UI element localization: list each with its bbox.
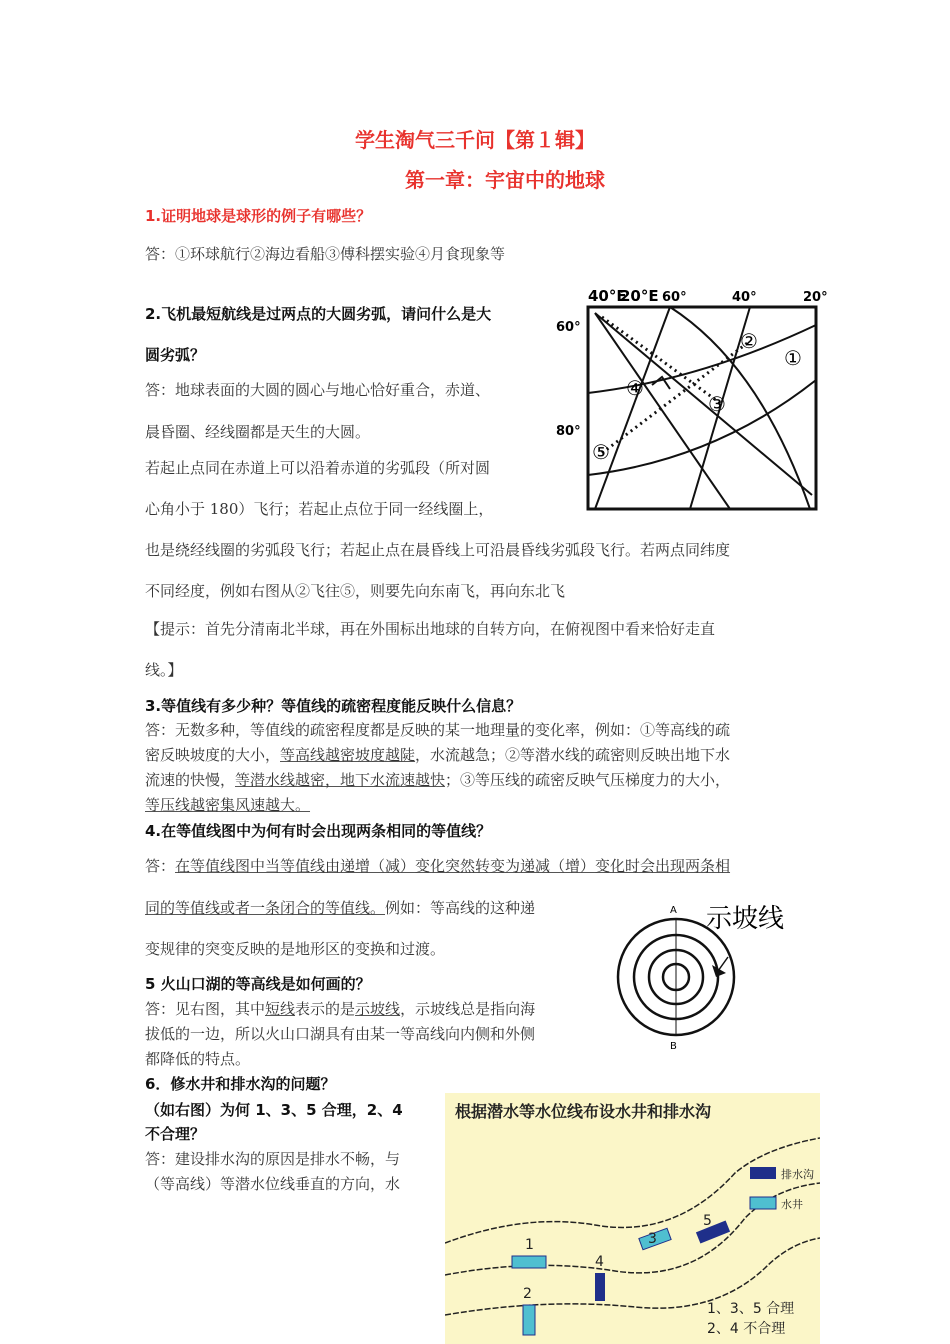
legend-well-label: 水井 <box>781 1198 803 1211</box>
q2-answer-line5: 也是绕经线圈的劣弧段飞行；若起止点在晨昏线上可沿晨昏线劣弧段飞行。若两点同纬度 <box>145 541 731 559</box>
q6-question: 6．修水井和排水沟的问题？ <box>145 1075 336 1093</box>
label-60: 60° <box>662 290 687 305</box>
q5-question: 5 火山口湖的等高线是如何画的？ <box>145 975 371 993</box>
chapter-title: 第一章：宇宙中的地球 <box>405 168 605 192</box>
point-5: ⑤ <box>592 440 610 464</box>
great-circle-map-figure <box>550 285 845 515</box>
slope-mark <box>712 965 726 977</box>
q5-answer-line3: 都降低的特点。 <box>145 1050 251 1068</box>
item-5-label: 5 <box>703 1213 712 1229</box>
document-title: 学生淘气三千问【第１辑】 <box>355 128 595 152</box>
well-ditch-figure <box>445 1093 820 1344</box>
q3-underline-2: 等潜水线越密，地下水流速越快 <box>235 771 446 789</box>
q3-underline-1: 等高线越密坡度越陡 <box>280 746 416 764</box>
label-a: A <box>670 905 677 916</box>
reasonable-label: 1、3、5 合理 <box>707 1301 795 1317</box>
q2-answer-line2: 晨昏圈、经线圈都是天生的大圆。 <box>145 423 371 441</box>
q3-text: ，水流越急；②等潜水线的疏密则反映出地下水 <box>415 746 731 764</box>
q5-underline-1: 短线 <box>265 1000 296 1018</box>
q4-underline-2: 同的等值线或者一条闭合的等值线。 <box>145 899 386 917</box>
q2-hint-line1: 【提示：首先分清南北半球，再在外围标出地球的自转方向，在俯视图中看来恰好走直 <box>145 620 716 638</box>
item-2-well <box>523 1305 535 1335</box>
q4-text: 答： <box>145 857 176 875</box>
item-3-label: 3 <box>648 1231 657 1247</box>
q1-question: 1.证明地球是球形的例子有哪些？ <box>145 207 372 225</box>
label-b: B <box>670 1041 677 1052</box>
q3-answer-line3 <box>145 768 730 792</box>
unreasonable-label: 2、4 不合理 <box>707 1321 786 1337</box>
q6-question-line2: （如右图）为何 1、3、5 合理，2、4 <box>145 1101 403 1119</box>
q2-answer-line6: 不同经度，例如右图从②飞往⑤，则要先向东南飞，再向东北飞 <box>145 582 566 600</box>
map-frame <box>588 307 816 509</box>
label-40e: 40°E <box>588 287 627 305</box>
q3-answer-line2 <box>145 743 730 767</box>
q3-answer-line1: 答：无数多种，等值线的疏密程度都是反映的某一地理量的变化率，例如：①等高线的疏 <box>145 721 731 739</box>
item-4-label: 4 <box>595 1254 604 1270</box>
q6-question-line3: 不合理？ <box>145 1125 206 1143</box>
item-1-label: 1 <box>525 1237 534 1253</box>
q3-answer-line4: 等压线越密集风速越大。 <box>145 796 311 814</box>
point-2: ② <box>740 329 758 353</box>
q4-answer-line3: 变规律的突变反映的是地形区的变换和过渡。 <box>145 940 446 958</box>
q6-answer-line1: 答：建设排水沟的原因是排水不畅，与 <box>145 1150 401 1168</box>
q4-question: 4.在等值线图中为何有时会出现两条相同的等值线？ <box>145 822 492 840</box>
q5-text: 表示的是 <box>295 1000 356 1018</box>
item-4-ditch <box>595 1273 605 1301</box>
q5-answer-line1 <box>145 997 535 1021</box>
q2-question-line1: 2.飞机最短航线是过两点的大圆劣弧，请问什么是大 <box>145 305 492 323</box>
point-4: ④ <box>626 376 644 400</box>
q2-answer-line1: 答：地球表面的大圆的圆心与地心恰好重合，赤道、 <box>145 381 491 399</box>
legend-ditch-label: 排水沟 <box>781 1168 814 1181</box>
q3-text: 流速的快慢， <box>145 771 236 789</box>
q3-text: 密反映坡度的大小， <box>145 746 281 764</box>
label-20e: 20°E <box>620 287 659 305</box>
label-40: 40° <box>732 290 757 305</box>
q3-question: 3.等值线有多少种？等值线的疏密程度能反映什么信息？ <box>145 697 522 715</box>
label-lat-60: 60° <box>556 320 581 335</box>
q2-answer-line3: 若起止点同在赤道上可以沿着赤道的劣弧段（所对圆 <box>145 459 491 477</box>
figure-title: 根据潜水等水位线布设水井和排水沟 <box>455 1102 712 1121</box>
q1-answer: 答：①环球航行②海边看船③傅科摆实验④月食现象等 <box>145 245 506 263</box>
q4-text: 例如：等高线的这种递 <box>385 899 536 917</box>
q4-underline-1: 在等值线图中当等值线由递增（减）变化突然转变为递减（增）变化时会出现两条相 <box>175 857 731 875</box>
q6-answer-line2: （等高线）等潜水位线垂直的方向，水 <box>145 1175 401 1193</box>
item-1-well <box>512 1256 546 1268</box>
point-1: ① <box>784 346 802 370</box>
slope-line-label: 示坡线 <box>706 904 785 934</box>
q5-text: 答：见右图，其中 <box>145 1000 266 1018</box>
legend-ditch-swatch <box>750 1167 776 1179</box>
q4-answer-line2 <box>145 896 535 920</box>
q2-hint-line2: 线。】 <box>145 661 183 679</box>
label-20: 20° <box>803 290 828 305</box>
q5-answer-line2: 拔低的一边，所以火山口湖具有由某一等高线向内侧和外侧 <box>145 1025 536 1043</box>
q5-text: ，示坡线总是指向海 <box>400 1000 536 1018</box>
q2-question-line2: 圆劣弧？ <box>145 346 206 364</box>
label-lat-80: 80° <box>556 424 581 439</box>
q4-answer-line1 <box>145 854 730 878</box>
crater-contour-figure <box>608 895 808 1055</box>
q3-text: ；③等压线的疏密反映气压梯度力的大小， <box>445 771 731 789</box>
label-leader <box>718 957 728 971</box>
q2-answer-line4: 心角小于 180）飞行；若起止点位于同一经线圈上， <box>145 500 494 518</box>
item-2-label: 2 <box>523 1286 532 1302</box>
point-3: ③ <box>708 392 726 416</box>
q5-underline-2: 示坡线 <box>355 1000 401 1018</box>
legend-well-swatch <box>750 1197 776 1209</box>
